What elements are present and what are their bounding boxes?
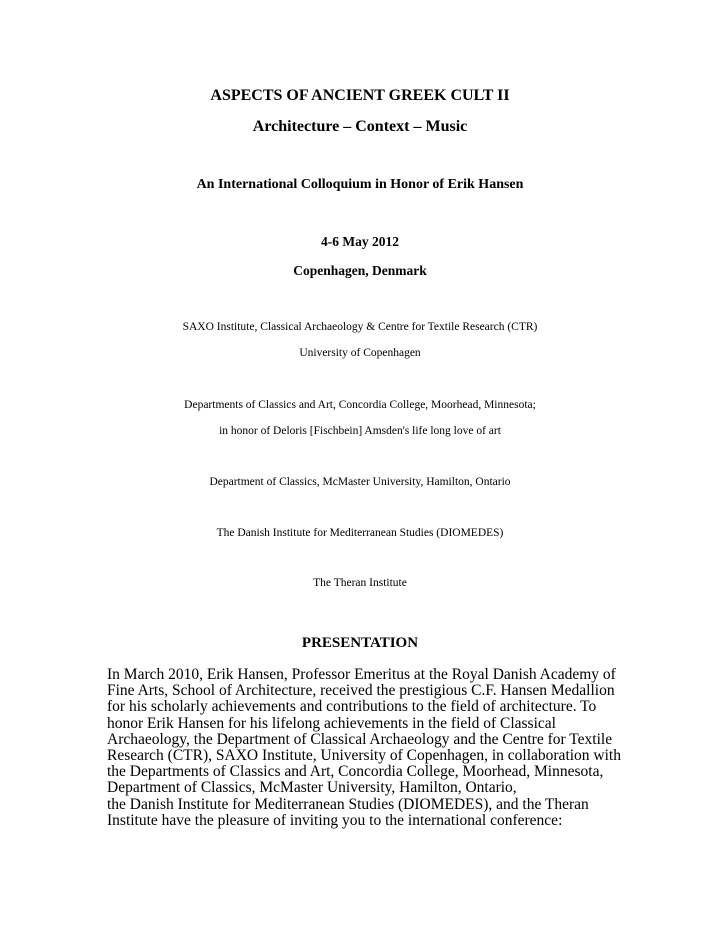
organizer-line: The Danish Institute for Mediterranean Studies (DIOMEDES) xyxy=(216,527,504,539)
organizer-line: SAXO Institute, Classical Archaeology & Centre for Textile Research (CTR) xyxy=(182,321,538,333)
paragraph-line: honor Erik Hansen for his lifelong achievements in the field of Classical xyxy=(107,714,556,732)
paragraph-line: In March 2010, Erik Hansen, Professor Emeritus at the Royal Danish Academy of xyxy=(107,666,616,683)
paragraph-line: Fine Arts, School of Architecture, received the prestigious C.F. Hansen Medallion xyxy=(107,682,615,700)
paragraph-line: Research (CTR), SAXO Institute, University of Copenhagen, in collaboration with xyxy=(107,747,621,765)
event-date: 4-6 May 2012 xyxy=(321,234,399,249)
organizer-line: in honor of Deloris [Fischbein] Amsden's life long love of art xyxy=(219,425,501,437)
document-title: ASPECTS OF ANCIENT GREEK CULT II xyxy=(210,87,510,104)
paragraph-line: for his scholarly achievements and contributions to the field of architecture. To xyxy=(107,698,597,716)
presentation-paragraph xyxy=(107,667,627,829)
organizer-line: Department of Classics, McMaster University, Hamilton, Ontario xyxy=(209,476,511,488)
paragraph-line: Archaeology, the Department of Classical Archaeology and the Centre for Textile xyxy=(107,730,613,748)
paragraph-line: the Danish Institute for Mediterranean Studies (DIOMEDES), and the Theran xyxy=(107,795,589,813)
presentation-heading: PRESENTATION xyxy=(301,635,419,651)
paragraph-line: Institute have the pleasure of inviting you to the international conference: xyxy=(107,811,563,829)
colloquium-heading: An International Colloquium in Honor of Erik Hansen xyxy=(196,177,524,192)
organizer-line: University of Copenhagen xyxy=(299,347,421,359)
paragraph-line: Department of Classics, McMaster University, Hamilton, Ontario, xyxy=(107,779,517,797)
organizer-line: The Theran Institute xyxy=(313,577,407,589)
event-location: Copenhagen, Denmark xyxy=(293,263,427,278)
organizer-line: Departments of Classics and Art, Concordia College, Moorhead, Minnesota; xyxy=(184,399,536,411)
document-subtitle: Architecture – Context – Music xyxy=(252,118,468,135)
paragraph-line: the Departments of Classics and Art, Concordia College, Moorhead, Minnesota, xyxy=(107,763,604,781)
